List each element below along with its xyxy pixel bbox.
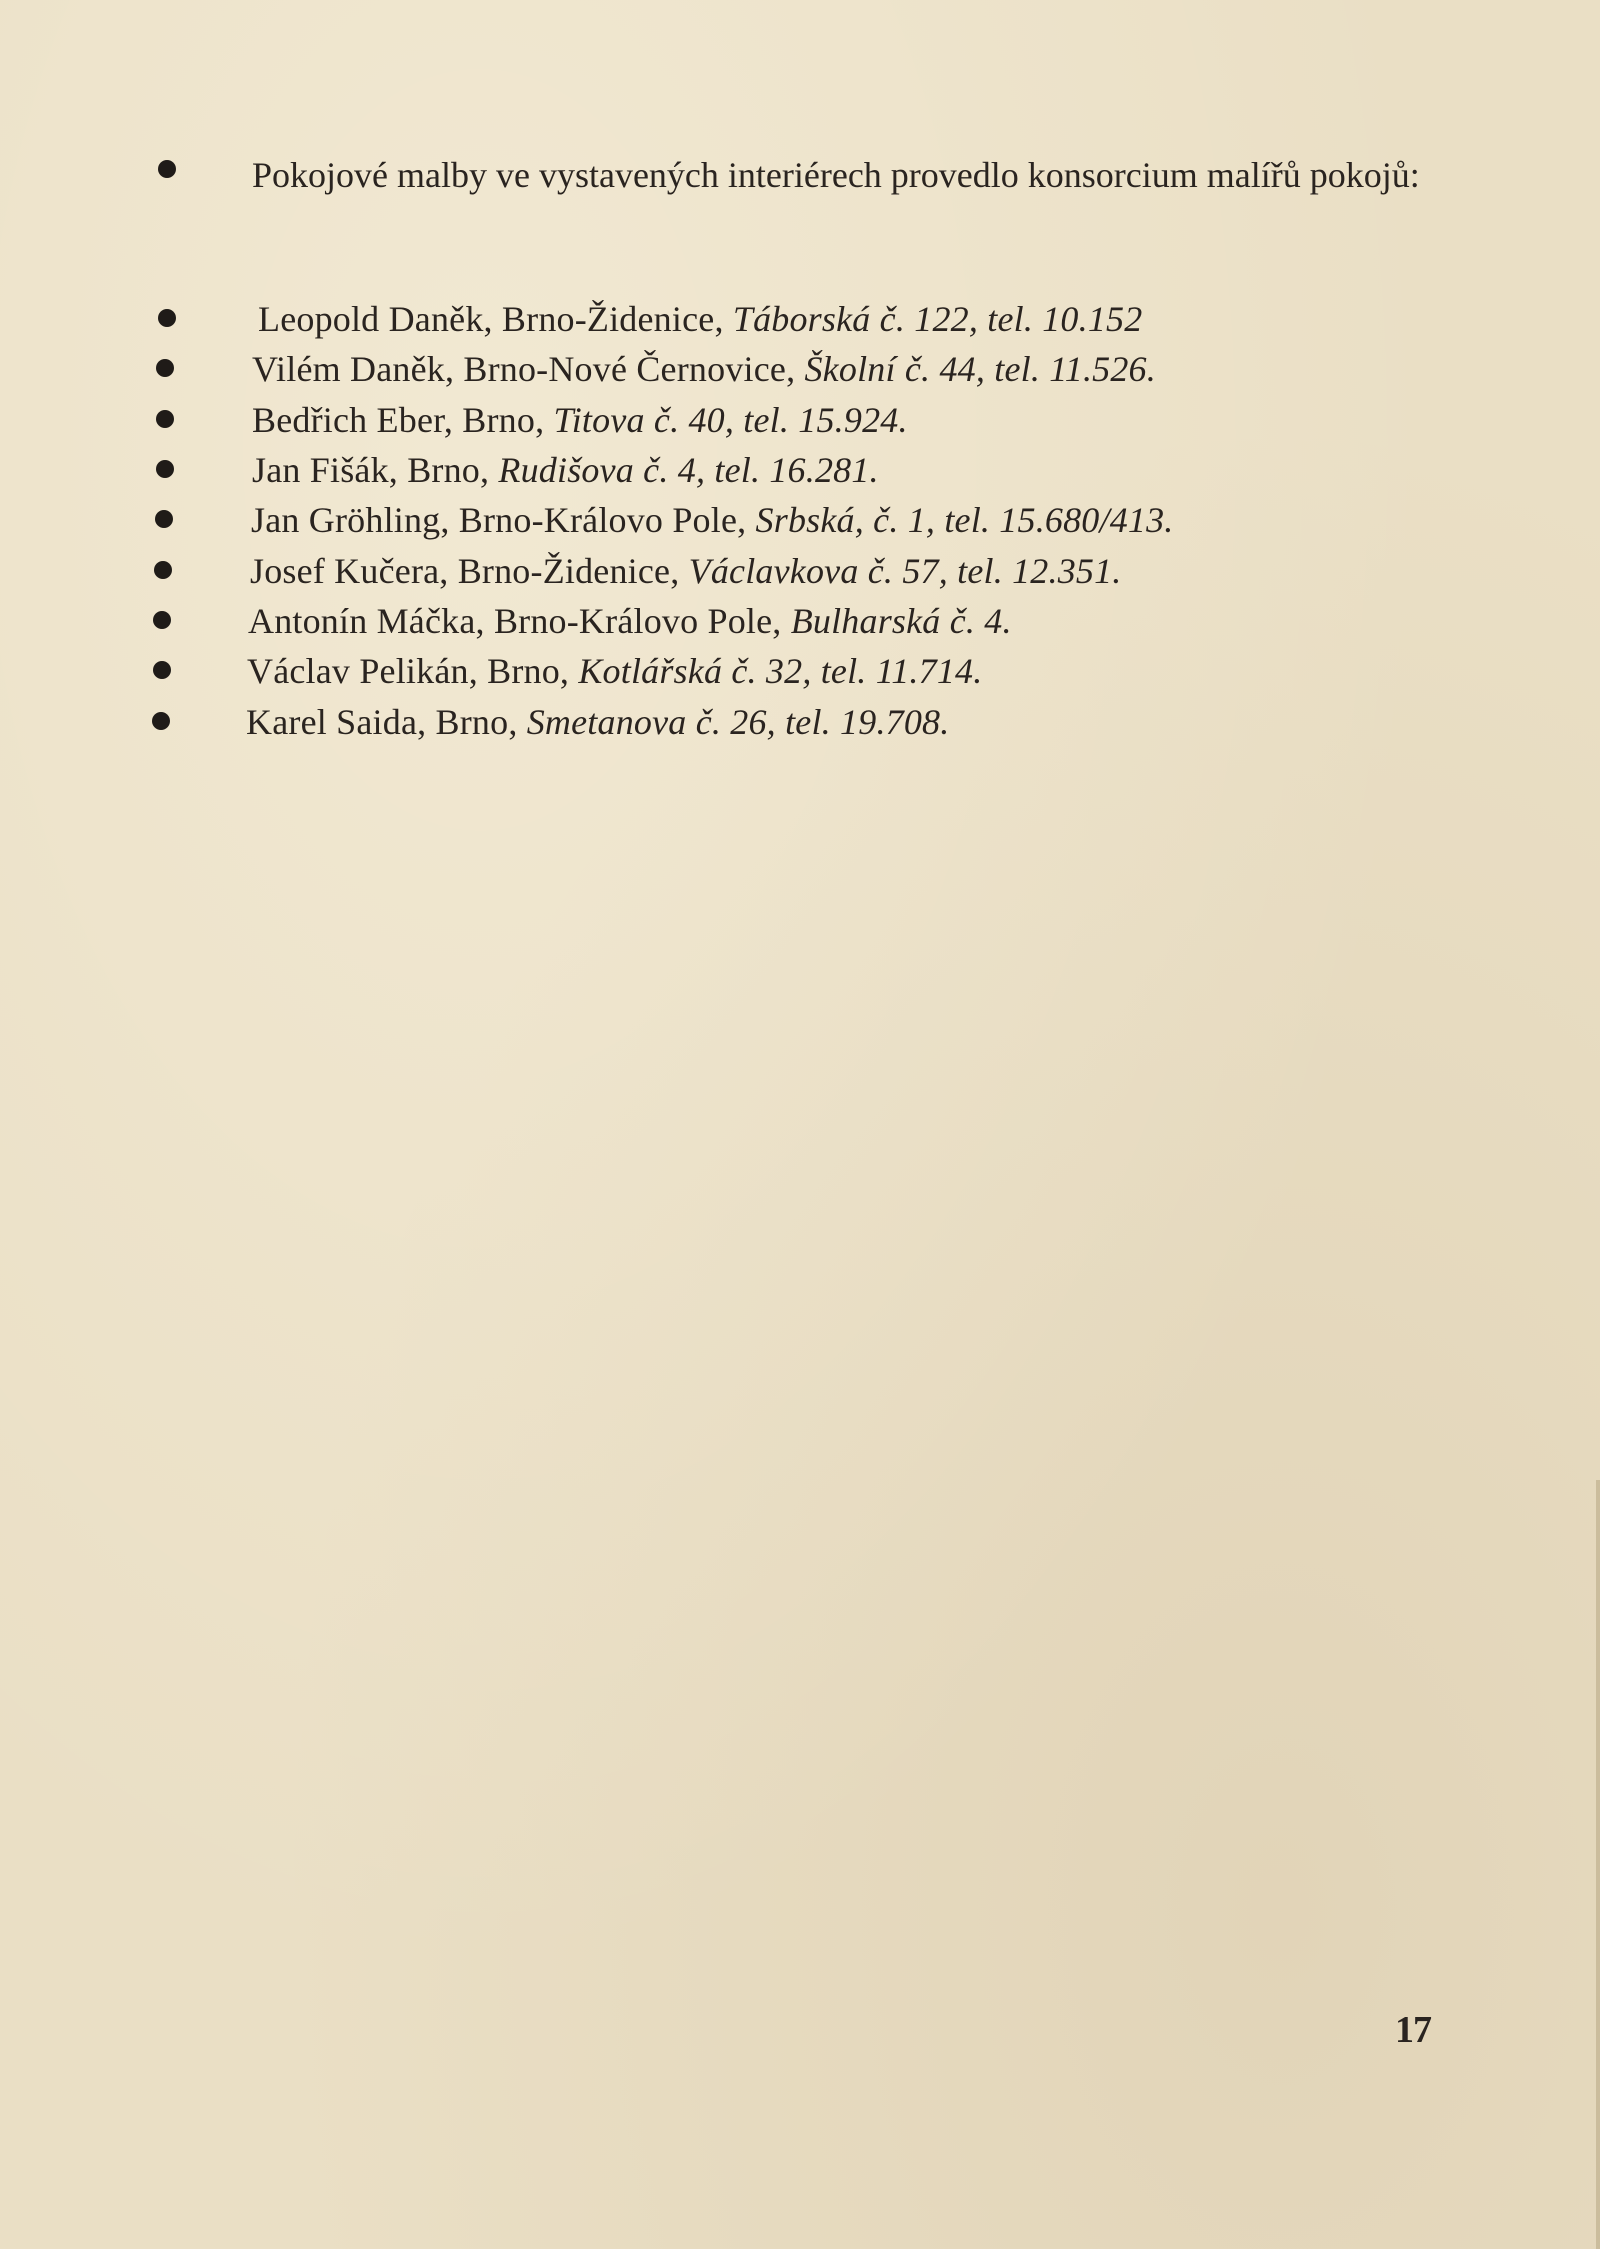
painter-address: Rudišova č. 4, tel. 16.281. <box>498 450 879 490</box>
painter-name: Jan Fišák, Brno, <box>252 450 499 490</box>
list-bullet <box>152 712 170 730</box>
list-bullet <box>156 460 174 478</box>
painter-name: Antonín Máčka, Brno-Královo Pole, <box>248 601 791 641</box>
painter-name: Bedřich Eber, Brno, <box>252 400 554 440</box>
painter-name: Karel Saida, Brno, <box>246 702 527 742</box>
list-bullet <box>153 611 171 629</box>
list-bullet <box>156 359 174 377</box>
list-item <box>252 450 879 490</box>
list-item <box>252 400 908 440</box>
painter-address: Smetanova č. 26, tel. 19.708. <box>526 702 950 742</box>
painter-address: Táborská č. 122, tel. 10.152 <box>732 299 1143 339</box>
intro-bullet <box>158 160 176 178</box>
painter-name: Jan Gröhling, Brno-Královo Pole, <box>251 500 756 540</box>
list-bullet <box>156 410 174 428</box>
painter-name: Vilém Daněk, Brno-Nové Černovice, <box>252 349 805 389</box>
list-item <box>250 551 1122 591</box>
page-number: 17 <box>1395 2009 1431 2051</box>
painter-address: Václavkova č. 57, tel. 12.351. <box>688 551 1122 591</box>
list-bullet <box>154 561 172 579</box>
painter-name: Josef Kučera, Brno-Židenice, <box>250 551 689 591</box>
list-bullet <box>155 510 173 528</box>
page-edge <box>1596 1480 1600 2249</box>
painter-address: Srbská, č. 1, tel. 15.680/413. <box>755 500 1174 540</box>
list-item <box>248 601 1012 641</box>
painter-name: Leopold Daněk, Brno-Židenice, <box>258 299 733 339</box>
painter-address: Kotlářská č. 32, tel. 11.714. <box>578 651 983 691</box>
painter-name: Václav Pelikán, Brno, <box>247 651 579 691</box>
list-item <box>258 299 1142 339</box>
list-bullet <box>153 661 171 679</box>
intro-paragraph: Pokojové malby ve vystavených interiérech provedlo konsorcium malířů pokojů: <box>252 155 1420 195</box>
painter-address: Bulharská č. 4. <box>790 601 1012 641</box>
list-item <box>246 702 949 742</box>
painter-address: Titova č. 40, tel. 15.924. <box>553 400 908 440</box>
list-item <box>251 500 1174 540</box>
list-item <box>252 349 1156 389</box>
list-bullet <box>158 309 176 327</box>
painter-address: Školní č. 44, tel. 11.526. <box>804 349 1156 389</box>
list-item <box>247 651 982 691</box>
